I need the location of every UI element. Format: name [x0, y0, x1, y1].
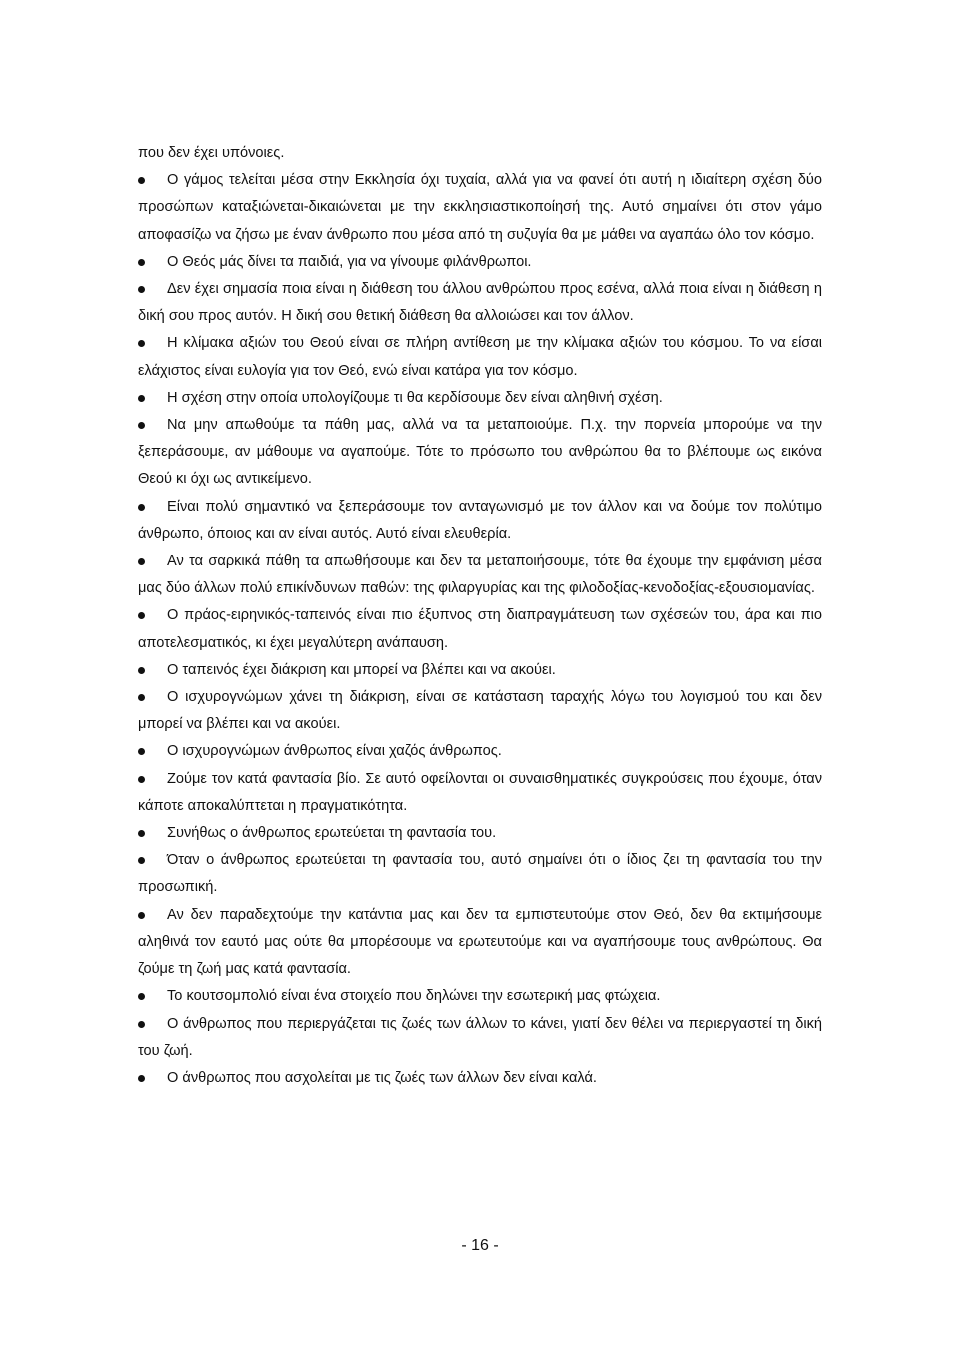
list-item [138, 385, 822, 412]
list-item-text: Να μην απωθούμε τα πάθη μας, αλλά να τα μεταποιούμε. Π.χ. την πορνεία μπορούμε να την ξεπεράσουμε, αν μάθουμε να αγαπούμε. Τότε το πρόσωπο του ανθρώπου θα το βλέπουμε ως εικόνα Θεού κι όχι ως αντικείμενο. [138, 417, 822, 488]
list-item [138, 412, 822, 494]
list-item [138, 494, 822, 548]
list-item [138, 1011, 822, 1065]
list-item-text: Ο γάμος τελείται μέσα στην Εκκλησία όχι τυχαία, αλλά για να φανεί ότι αυτή η ιδιαίτερη σχέση δύο προσώπων καταξιώνεται-δικαιώνεται με την εκκλησιαστικοποίησή της. Αυτό σημαίνει ότι στον γάμο αποφασίζω να ζήσω με έναν άνθρωπο που μέσα από τη συζυγία θα με μάθει να αγαπάω όλο τον κόσμο. [138, 172, 822, 243]
bullet-point-icon [138, 993, 145, 1000]
list-item-text: Ο πράος-ειρηνικός-ταπεινός είναι πιο έξυπνος στη διαπραγμάτευση των σχέσεών του, άρα και πιο αποτελεσματικός, κι έχει μεγαλύτερη ανάπαυση. [138, 607, 822, 651]
bullet-point-icon [138, 776, 145, 783]
bullet-point-icon [138, 667, 145, 674]
list-item [138, 766, 822, 820]
list-item-text: Ζούμε τον κατά φαντασία βίο. Σε αυτό οφείλονται οι συναισθηματικές συγκρούσεις που έχουμε, όταν κάποτε αποκαλύπτεται η πραγματικότητα. [138, 770, 822, 814]
bullet-point-icon [138, 748, 145, 755]
bullet-point-icon [138, 558, 145, 565]
bullet-point-icon [138, 395, 145, 402]
list-item-text: Συνήθως ο άνθρωπος ερωτεύεται τη φαντασία του. [167, 825, 497, 842]
page-number: - 16 - [461, 1237, 499, 1254]
bullet-point-icon [138, 286, 145, 293]
list-item [138, 684, 822, 738]
bullet-list [138, 167, 822, 1092]
list-item-text: Ο ισχυρογνώμων άνθρωπος είναι χαζός άνθρωπος. [167, 743, 502, 760]
list-item [138, 902, 822, 984]
bullet-point-icon [138, 694, 145, 701]
bullet-point-icon [138, 1021, 145, 1028]
bullet-point-icon [138, 340, 145, 347]
bullet-point-icon [138, 912, 145, 919]
list-item-text: Ο άνθρωπος που περιεργάζεται τις ζωές των άλλων το κάνει, γιατί δεν θέλει να περιεργαστεί τη δική του ζωή. [138, 1015, 822, 1059]
opening-paragraph: που δεν έχει υπόνοιες. [138, 145, 285, 161]
list-item [138, 983, 822, 1010]
list-item-text: Δεν έχει σημασία ποια είναι η διάθεση του άλλου ανθρώπου προς εσένα, αλλά ποια είναι η διάθεση η δική σου προς αυτόν. Η δική σου θετική διάθεση θα αλλοιώσει και τον άλλον. [138, 281, 822, 325]
list-item-text: Ο ταπεινός έχει διάκριση και μπορεί να βλέπει και να ακούει. [167, 661, 556, 678]
list-item-text: Όταν ο άνθρωπος ερωτεύεται τη φαντασία του, αυτό σημαίνει ότι ο ίδιος ζει τη φαντασία του την προσωπική. [138, 852, 822, 896]
list-item [138, 657, 822, 684]
bullet-point-icon [138, 177, 145, 184]
list-item [138, 249, 822, 276]
list-item-text: Αν τα σαρκικά πάθη τα απωθήσουμε και δεν τα μεταποιήσουμε, τότε θα έχουμε την εμφάνιση μέσα μας δύο άλλων πολύ επικίνδυνων παθών: της φιλαργυρίας και της φιλοδοξίας-κενοδοξίας-εξουσιομανίας. [138, 553, 822, 597]
list-item [138, 847, 822, 901]
bullet-point-icon [138, 259, 145, 266]
bullet-point-icon [138, 830, 145, 837]
list-item-text: Η κλίμακα αξιών του Θεού είναι σε πλήρη αντίθεση με την κλίμακα αξιών του κόσμου. Το να είσαι ελάχιστος είναι ευλογία για τον Θεό, ενώ είναι κατάρα για τον κόσμο. [138, 335, 822, 379]
bullet-point-icon [138, 504, 145, 511]
list-item-text: Ο ισχυρογνώμων χάνει τη διάκριση, είναι σε κατάσταση ταραχής λόγω του λογισμού του και δεν μπορεί να βλέπει και να ακούει. [138, 689, 822, 733]
list-item [138, 548, 822, 602]
list-item-text: Αν δεν παραδεχτούμε την κατάντια μας και δεν τα εμπιστευτούμε στον Θεό, δεν θα εκτιμήσουμε αληθινά τον εαυτό μας ούτε θα μπορέσουμε να ερωτευτούμε και να αγαπήσουμε τους ανθρώπους. Θα ζούμε τη ζωή μας κατά φαντασία. [138, 906, 822, 978]
list-item-text: Είναι πολύ σημαντικό να ξεπεράσουμε τον ανταγωνισμό με τον άλλον και να δούμε τον πολύτιμο άνθρωπο, όποιος και αν είναι αυτός. Αυτό είναι ελευθερία. [138, 498, 822, 542]
page-body [138, 140, 822, 1092]
list-item-text: Ο Θεός μάς δίνει τα παιδιά, για να γίνουμε φιλάνθρωποι. [167, 253, 532, 270]
list-item-text: Ο άνθρωπος που ασχολείται με τις ζωές των άλλων δεν είναι καλά. [167, 1069, 597, 1086]
bullet-point-icon [138, 612, 145, 619]
list-item [138, 276, 822, 330]
list-item [138, 330, 822, 384]
bullet-point-icon [138, 1075, 145, 1082]
bullet-point-icon [138, 422, 145, 429]
bullet-point-icon [138, 857, 145, 864]
list-item [138, 820, 822, 847]
list-item [138, 602, 822, 656]
list-item-text: Η σχέση στην οποία υπολογίζουμε τι θα κερδίσουμε δεν είναι αληθινή σχέση. [167, 389, 663, 406]
list-item [138, 167, 822, 249]
list-item [138, 738, 822, 765]
list-item [138, 1065, 822, 1092]
list-item-text: Το κουτσομπολιό είναι ένα στοιχείο που δηλώνει την εσωτερική μας φτώχεια. [167, 988, 661, 1005]
